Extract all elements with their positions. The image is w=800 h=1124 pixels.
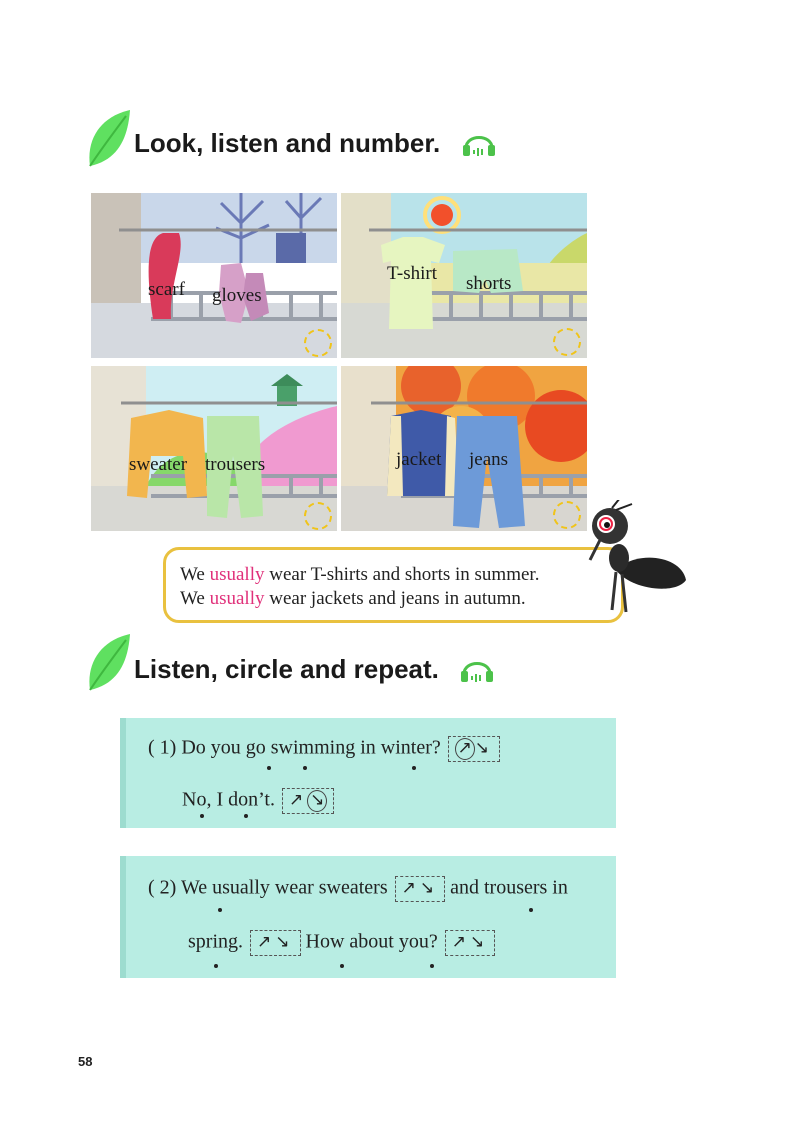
leaf-icon: [84, 108, 132, 170]
stress-dot: [529, 908, 533, 912]
picture-panel-autumn: [341, 366, 587, 531]
stress-dot: [214, 964, 218, 968]
number-circle-winter[interactable]: [304, 329, 332, 357]
exercise-2-answer: [188, 930, 495, 956]
page-number: 58: [78, 1054, 93, 1069]
rising-arrow[interactable]: ↗: [257, 932, 276, 952]
speech-line-1-start: We: [180, 564, 210, 585]
falling-arrow-circled[interactable]: ↘: [307, 790, 327, 812]
speech-line-2-start: We: [180, 588, 210, 609]
stress-dot: [303, 766, 307, 770]
picture-panel-winter: [91, 193, 337, 358]
stress-dot: [430, 964, 434, 968]
label-shorts: shorts: [466, 273, 512, 294]
highlight-usually-2: usually: [209, 588, 265, 609]
speech-line-1-end: wear T-shirts and shorts in summer.: [264, 564, 540, 585]
intonation-choice-2b[interactable]: [445, 930, 496, 956]
section-title-look-listen-number: Look, listen and number.: [134, 128, 441, 158]
speech-line-1: [180, 564, 539, 586]
exercise-1-answer: [182, 788, 334, 814]
number-circle-summer[interactable]: [553, 328, 581, 356]
speech-line-2-end: wear jackets and jeans in autumn.: [264, 588, 526, 609]
exercise-1-answer-text: No, I don’t.: [182, 788, 275, 811]
box-edge: [120, 856, 126, 978]
number-circle-spring[interactable]: [304, 502, 332, 530]
speech-bubble: [163, 547, 624, 623]
label-jacket: jacket: [396, 449, 442, 470]
falling-arrow[interactable]: ↘: [275, 932, 294, 952]
winter-scene-illustration: [91, 193, 337, 358]
intonation-choice-2a[interactable]: [250, 930, 301, 956]
stress-dot: [340, 964, 344, 968]
headphones-icon[interactable]: [460, 654, 494, 684]
exercise-2-question-part2: and trousers in: [450, 876, 568, 899]
highlight-usually-1: usually: [209, 564, 265, 585]
stress-dot: [244, 814, 248, 818]
number-circle-autumn[interactable]: [553, 501, 581, 529]
box-edge: [120, 718, 126, 828]
intonation-choice-2q[interactable]: [395, 876, 446, 902]
autumn-scene-illustration: [341, 366, 587, 531]
exercise-1-question-text: ( 1) Do you go swimming in winter?: [148, 736, 441, 759]
summer-scene-illustration: [341, 193, 587, 358]
exercise-2-box: [120, 856, 616, 978]
stress-dot: [267, 766, 271, 770]
falling-arrow[interactable]: ↘: [474, 738, 493, 758]
speech-line-2: [180, 588, 526, 610]
spring-scene-illustration: [91, 366, 337, 531]
exercise-2-question-part1: ( 2) We usually wear sweaters: [148, 876, 388, 899]
falling-arrow[interactable]: ↘: [419, 878, 439, 898]
label-scarf: scarf: [148, 279, 185, 300]
stress-dot: [218, 908, 222, 912]
picture-panel-summer: [341, 193, 587, 358]
label-trousers: trousers: [205, 454, 266, 475]
stress-dot: [200, 814, 204, 818]
label-t-shirt: T-shirt: [387, 263, 437, 284]
picture-panel-spring: [91, 366, 337, 531]
exercise-1-box: [120, 718, 616, 828]
exercise-2-question: [148, 876, 568, 902]
leaf-icon: [84, 632, 132, 694]
stress-dot: [412, 766, 416, 770]
exercise-2-answer-part2: How about you?: [305, 930, 438, 953]
label-gloves: gloves: [212, 285, 262, 306]
exercise-1-question: [148, 736, 500, 762]
label-sweater: sweater: [129, 454, 188, 475]
falling-arrow[interactable]: ↘: [469, 932, 489, 952]
label-jeans: jeans: [469, 449, 509, 470]
ant-mascot-illustration: [586, 500, 691, 620]
intonation-choice-1q[interactable]: [448, 736, 500, 762]
rising-arrow[interactable]: ↗: [401, 878, 420, 898]
intonation-choice-1a[interactable]: [282, 788, 334, 814]
rising-arrow[interactable]: ↗: [451, 932, 470, 952]
rising-arrow[interactable]: ↗: [288, 790, 308, 810]
section-title-listen-circle-repeat: Listen, circle and repeat.: [134, 654, 439, 684]
exercise-2-answer-part1: spring.: [188, 930, 243, 953]
rising-arrow-circled[interactable]: ↗: [455, 738, 475, 760]
headphones-icon[interactable]: [462, 128, 496, 158]
